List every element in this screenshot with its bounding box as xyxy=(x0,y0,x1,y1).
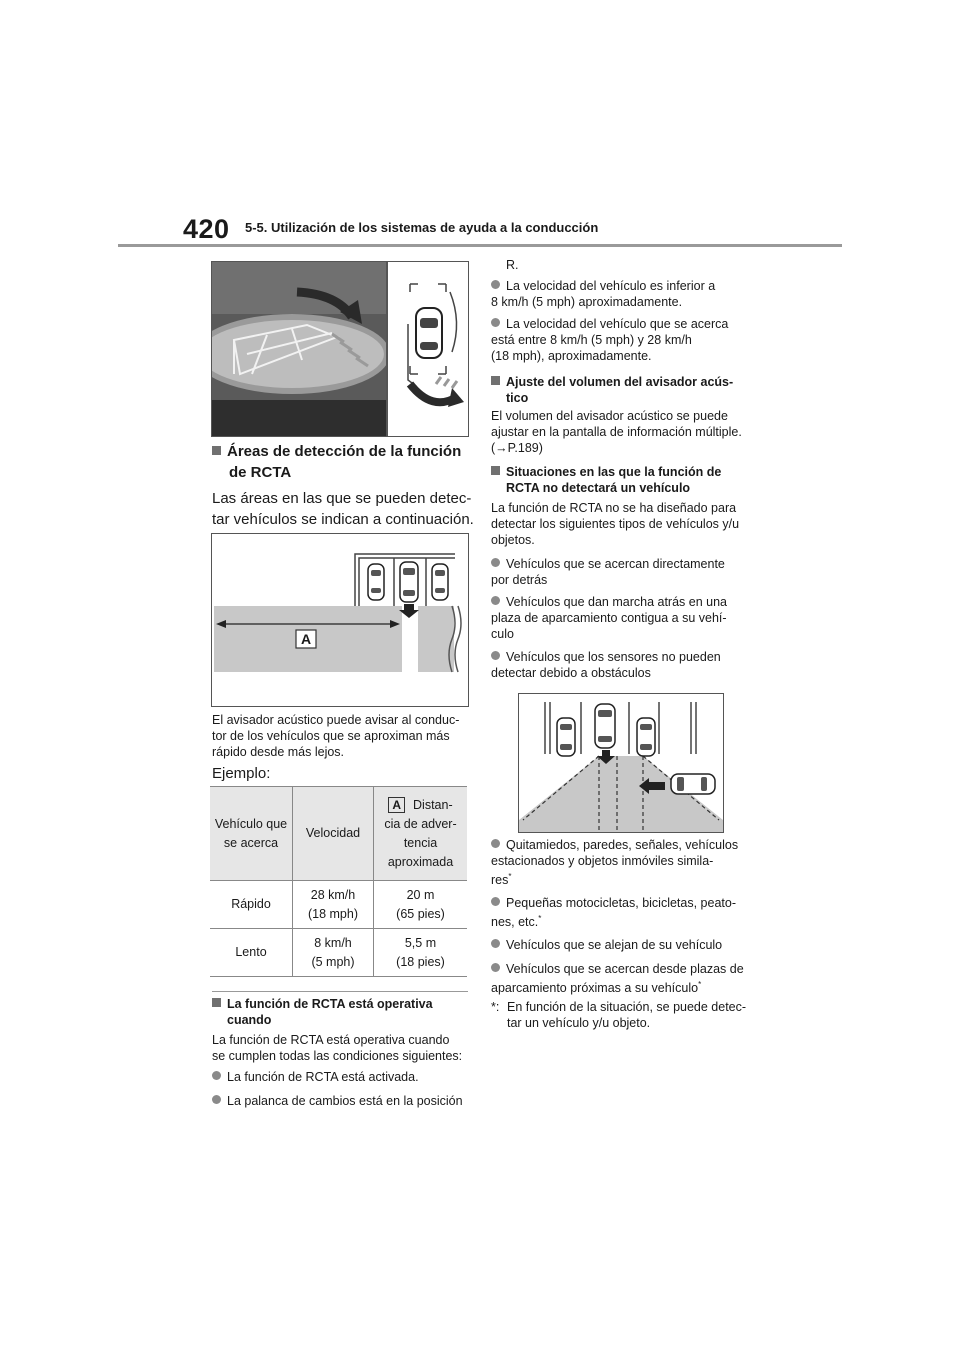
bullet-dot-icon xyxy=(491,651,500,660)
table-header-row xyxy=(210,787,467,881)
bullet-dot-icon xyxy=(491,963,500,972)
figure-label-a: A xyxy=(300,631,312,647)
bullet-dot-icon xyxy=(491,939,500,948)
table-header-distance: A Distan- cia de adver- tencia aproximada xyxy=(374,787,468,881)
continuation-text: R. xyxy=(506,258,519,272)
section-heading-operative: La función de RCTA está operativa cuando xyxy=(212,996,474,1028)
square-bullet-icon xyxy=(212,998,221,1007)
list-item: Vehículos que los sensores no pueden detectar debido a obstáculos xyxy=(491,650,721,680)
section-body-detection-areas: Las áreas en las que se pueden detec- tar vehículos se indican a continuación. xyxy=(212,490,474,528)
figure-detection-area xyxy=(211,533,469,707)
section-body-operative: La función de RCTA está operativa cuando se cumplen todas las condiciones siguientes: xyxy=(212,1033,463,1063)
table-row: Rápido 28 km/h (18 mph) 20 m (65 pies) xyxy=(210,881,467,929)
list-item: Pequeñas motocicletas, bicicletas, peato- nes, etc.* xyxy=(491,896,736,930)
list-item: Vehículos que se alejan de su vehículo xyxy=(491,937,768,953)
table-row: Lento 8 km/h (5 mph) 5,5 m (18 pies) xyxy=(210,929,467,977)
list-item: Quitamiedos, paredes, señales, vehículos estacionados y objetos inmóviles simila- res* xyxy=(491,838,739,888)
figure-undetected-vehicle xyxy=(518,693,724,833)
section-heading-detection-areas: Áreas de detección de la función de RCTA xyxy=(212,441,474,483)
bullet-dot-icon xyxy=(212,1071,221,1080)
example-label: Ejemplo: xyxy=(212,765,271,782)
note-paragraph: El avisador acústico puede avisar al conduc- tor de los vehículos que se aproximan más rápido desde más lejos. xyxy=(212,713,460,759)
section-body-no-detection: La función de RCTA no se ha diseñado para detectar los siguientes tipos de vehículos y/u objetos. xyxy=(491,501,740,547)
page-number: 420 xyxy=(183,214,230,244)
table-header-vehicle: Vehículo que se acerca xyxy=(210,787,293,881)
bullet-dot-icon xyxy=(491,596,500,605)
footnote: *: En función de la situación, se puede detec- tar un vehículo y/u objeto. xyxy=(491,1000,747,1030)
square-bullet-icon xyxy=(491,466,500,475)
table-badge-a: A xyxy=(388,797,405,813)
square-bullet-icon xyxy=(491,376,500,385)
bullet-dot-icon xyxy=(212,1095,221,1104)
bullet-dot-icon xyxy=(491,558,500,567)
bullet-dot-icon xyxy=(491,897,500,906)
chapter-title: 5-5. Utilización de los sistemas de ayuda a la conducción xyxy=(245,220,599,235)
section-heading-no-detection: Situaciones en las que la función de RCTA no detectará un vehículo xyxy=(491,464,753,496)
list-item: La velocidad del vehículo es inferior a 8 km/h (5 mph) aproximadamente. xyxy=(491,279,716,309)
section-body-volume: El volumen del avisador acústico se puede ajustar en la pantalla de información múltiple. (→P.189) xyxy=(491,409,742,455)
list-item: La velocidad del vehículo que se acerca está entre 8 km/h (5 mph) y 28 km/h (18 mph), aproximadamente. xyxy=(491,317,729,363)
warning-distance-table xyxy=(210,786,467,977)
list-item: Vehículos que dan marcha atrás en una plaza de aparcamiento contigua a su vehí- culo xyxy=(491,595,727,641)
figure-rcta-camera-view xyxy=(211,261,469,437)
square-bullet-icon xyxy=(212,446,221,455)
list-item: La función de RCTA está activada. xyxy=(212,1069,489,1085)
list-item: La palanca de cambios está en la posición xyxy=(212,1093,489,1109)
table-header-speed: Velocidad xyxy=(293,787,374,881)
bullet-dot-icon xyxy=(491,839,500,848)
header-rule xyxy=(118,244,842,247)
list-item: Vehículos que se acercan desde plazas de aparcamiento próximas a su vehículo* xyxy=(491,962,744,996)
list-item: Vehículos que se acercan directamente por detrás xyxy=(491,557,725,587)
section-heading-volume: Ajuste del volumen del avisador acús- tico xyxy=(491,374,753,406)
bullet-dot-icon xyxy=(491,280,500,289)
bullet-dot-icon xyxy=(491,318,500,327)
section-divider xyxy=(212,991,468,992)
